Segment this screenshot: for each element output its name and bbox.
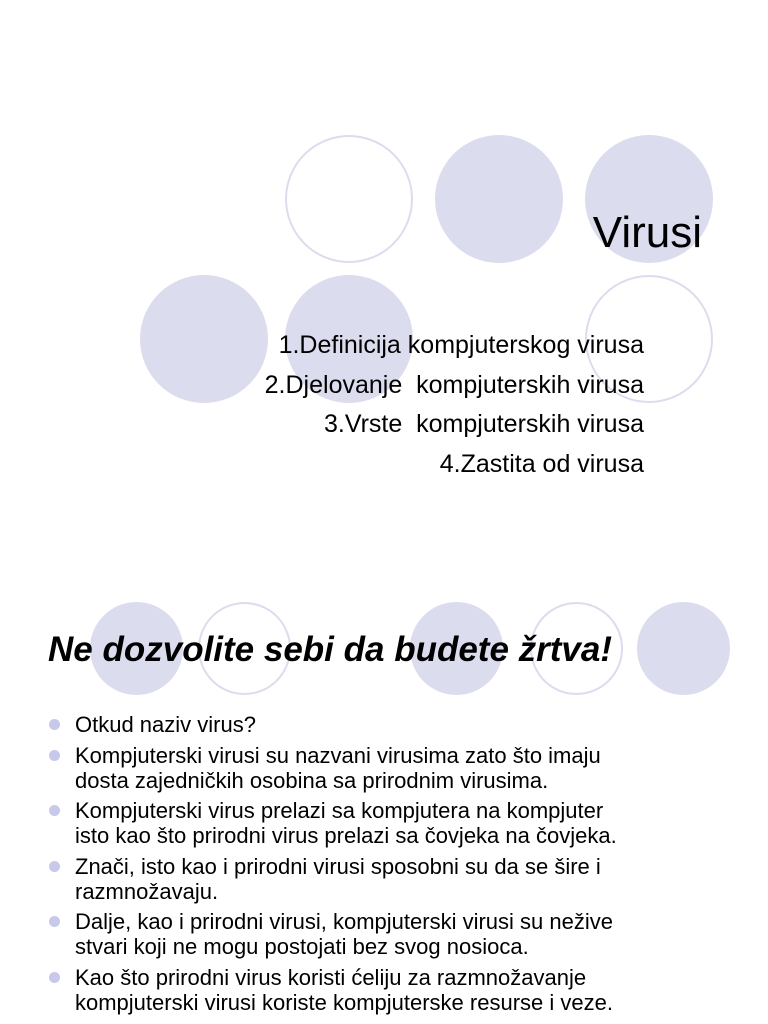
- agenda-list: [265, 326, 644, 484]
- slide-title: Virusi: [592, 208, 702, 257]
- bullet-item: [48, 798, 738, 848]
- bullet-text: Dalje, kao i prirodni virusi, kompjuterski virusi su nežive stvari koji ne mogu postojati bez svog nosioca.: [75, 909, 613, 959]
- bullet-icon: [49, 805, 60, 816]
- agenda-item: 4.Zastita od virusa: [439, 449, 644, 478]
- bullet-text: Kompjuterski virus prelazi sa kompjutera na kompjuter isto kao što prirodni virus prelazi sa čovjeka na čovjeka.: [75, 798, 617, 848]
- bullet-item: [48, 854, 738, 904]
- bullet-list: [48, 712, 738, 1020]
- agenda-item: 1.Definicija kompjuterskog virusa: [278, 331, 644, 359]
- bullet-text: Kao što prirodni virus koristi ćeliju za razmnožavanje kompjuterski virusi koriste kompjuterske resurse i veze.: [75, 964, 613, 1015]
- bullet-icon: [49, 719, 60, 730]
- decorative-circle: [435, 135, 563, 263]
- agenda-item: 3.Vrste kompjuterskih virusa: [323, 410, 644, 438]
- bullet-text: Otkud naziv virus?: [75, 712, 256, 737]
- bullet-icon: [49, 861, 60, 872]
- decorative-circle: [637, 602, 730, 695]
- decorative-circle: [285, 135, 413, 263]
- bullet-item: [48, 909, 738, 959]
- content-slide: [0, 560, 768, 1024]
- bullet-icon: [49, 972, 60, 983]
- bullet-icon: [49, 916, 60, 927]
- agenda-item: 2.Djelovanje kompjuterskih virusa: [264, 370, 644, 399]
- bullet-text: Znači, isto kao i prirodni virusi sposobni su da se šire i razmnožavaju.: [75, 853, 601, 904]
- bullet-item: [48, 965, 738, 1015]
- bullet-item: [48, 743, 738, 793]
- decorative-circle: [140, 275, 268, 403]
- slide-title: Ne dozvolite sebi da budete žrtva!: [48, 630, 612, 669]
- bullet-icon: [49, 750, 60, 761]
- bullet-item: [48, 712, 738, 737]
- bullet-text: Kompjuterski virusi su nazvani virusima zato što imaju dosta zajedničkih osobina sa prirodnim virusima.: [75, 742, 601, 793]
